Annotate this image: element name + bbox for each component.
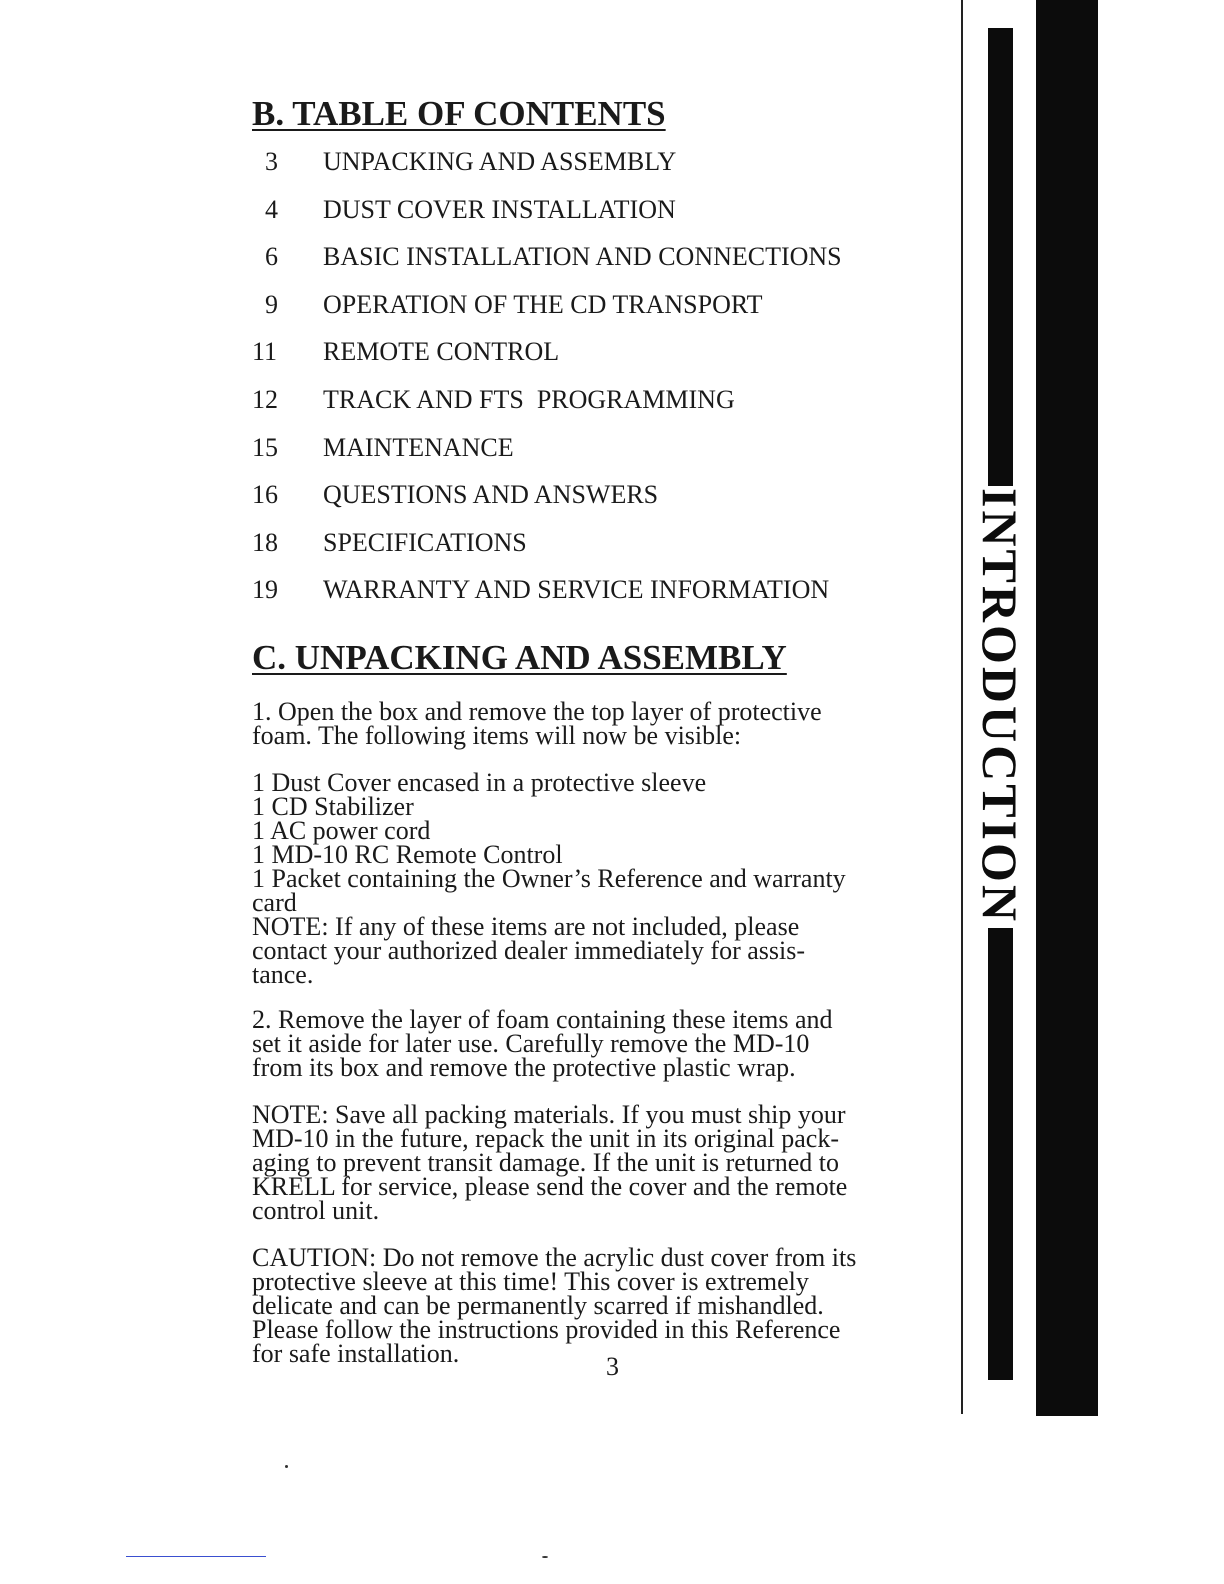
- toc-title: REMOTE CONTROL: [323, 337, 560, 367]
- toc-entry: [252, 334, 842, 382]
- footer-rule: [126, 1556, 266, 1557]
- toc-title: WARRANTY AND SERVICE INFORMATION: [323, 575, 830, 605]
- step-1-paragraph: 1. Open the box and remove the top layer of protective foam. The following items will now be visible:: [252, 697, 822, 750]
- page-number: 3: [606, 1352, 619, 1381]
- toc-title: QUESTIONS AND ANSWERS: [323, 480, 659, 510]
- toc-title: DUST COVER INSTALLATION: [323, 194, 676, 224]
- toc-page-number: 19: [252, 575, 278, 605]
- toc-entry: [252, 477, 842, 525]
- toc-page-number: 11: [252, 337, 278, 367]
- scan-speck: [285, 1465, 288, 1468]
- toc-page-number: 18: [252, 527, 278, 557]
- toc-list: [252, 144, 842, 620]
- toc-entry: [252, 525, 842, 573]
- caution-paragraph: CAUTION: Do not remove the acrylic dust cover from its protective sleeve at this time! This cover is extremely delicate and can be permanently scarred if mishandled. Please follow the instructions provided in this Reference for safe installation.: [252, 1243, 857, 1368]
- toc-entry: [252, 430, 842, 478]
- unpacking-heading: C. UNPACKING AND ASSEMBLY: [252, 638, 787, 677]
- toc-page-number: 3: [265, 147, 278, 176]
- toc-page-number: 6: [265, 242, 278, 272]
- toc-title: UNPACKING AND ASSEMBLY: [323, 147, 677, 176]
- toc-entry: [252, 192, 842, 240]
- toc-title: SPECIFICATIONS: [323, 527, 527, 557]
- section-tab-title: INTRODUCTION: [972, 487, 1028, 925]
- toc-title: TRACK AND FTS PROGRAMMING: [323, 384, 735, 414]
- included-items-list: 1 Dust Cover encased in a protective sleeve 1 CD Stabilizer 1 AC power cord 1 MD-10 RC Remote Control 1 Packet containing the Owner’s Reference and warranty card NOTE: If any of these items are not included, please contact your authorized dealer immediately for assis- tance.: [252, 768, 846, 989]
- toc-heading: B. TABLE OF CONTENTS: [252, 94, 666, 133]
- scan-speck: [542, 1556, 548, 1558]
- toc-title: MAINTENANCE: [323, 432, 514, 462]
- sidebar-bar-bottom: [988, 928, 1013, 1380]
- toc-entry: [252, 239, 842, 287]
- toc-page-number: 4: [265, 194, 278, 224]
- sidebar-bar-top: [988, 28, 1013, 486]
- toc-entry: [252, 572, 842, 620]
- toc-entry: [252, 144, 842, 192]
- toc-page-number: 16: [252, 480, 278, 510]
- toc-page-number: 9: [265, 289, 278, 319]
- toc-page-number: 12: [252, 384, 278, 414]
- step-2-paragraph: 2. Remove the layer of foam containing these items and set it aside for later use. Carefully remove the MD-10 from its box and remove the protective plastic wrap.: [252, 1005, 833, 1082]
- toc-title: OPERATION OF THE CD TRANSPORT: [323, 289, 763, 319]
- toc-title: BASIC INSTALLATION AND CONNECTIONS: [323, 242, 842, 272]
- toc-page-number: 15: [252, 432, 278, 462]
- sidebar-divider-line: [961, 0, 963, 1414]
- toc-entry: [252, 287, 842, 335]
- toc-entry: [252, 382, 842, 430]
- packing-note-paragraph: NOTE: Save all packing materials. If you must ship your MD-10 in the future, repack the unit in its original pack- aging to prevent transit damage. If the unit is returned to KRELL for service, please send the cover and the remote control unit.: [252, 1100, 848, 1225]
- sidebar-black-band: [1036, 0, 1098, 1416]
